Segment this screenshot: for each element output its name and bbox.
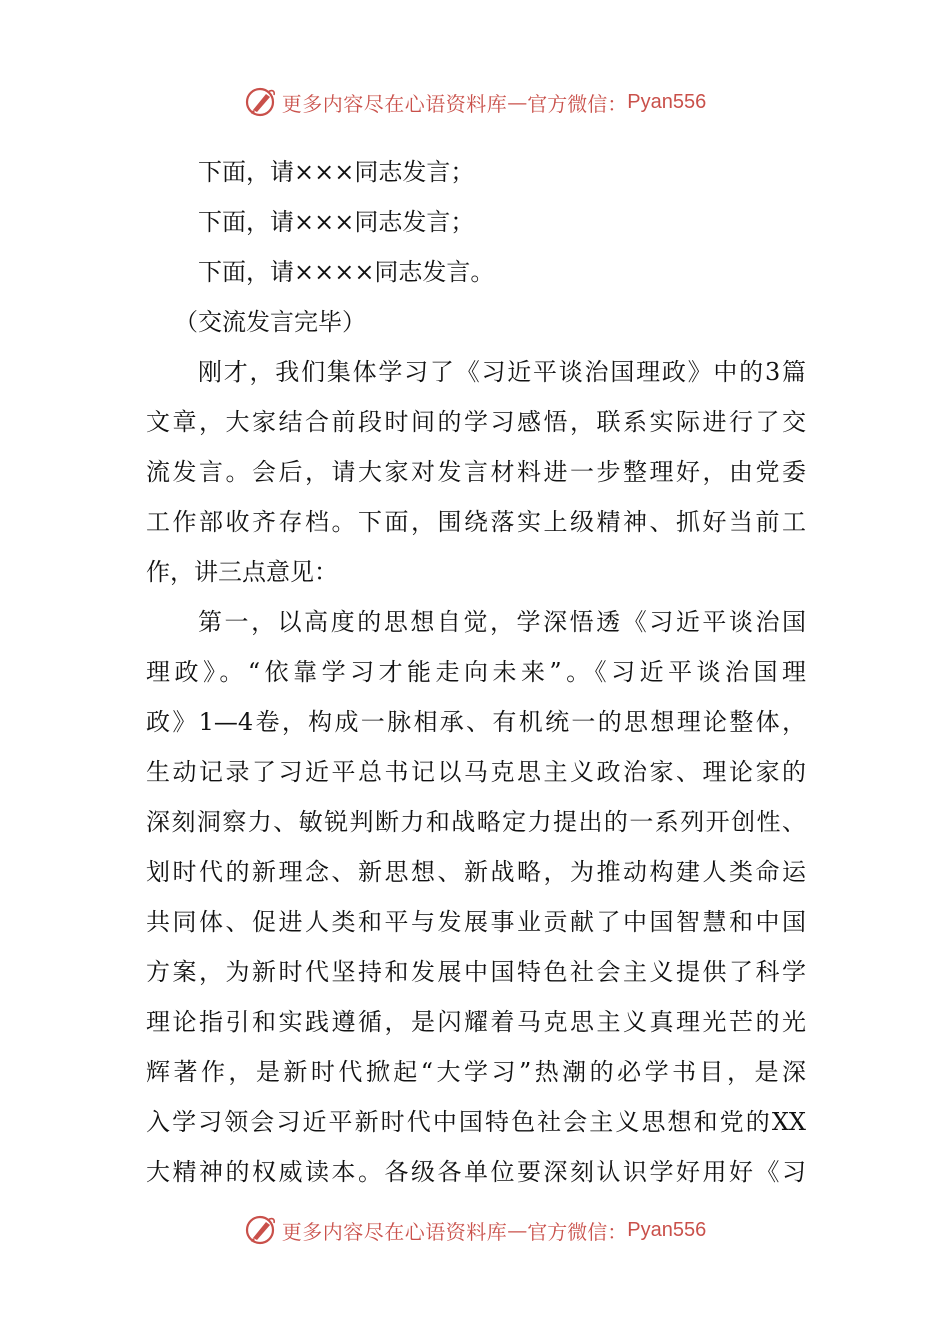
text-line: 生动记录了习近平总书记以马克思主义政治家、理论家的 xyxy=(146,758,806,786)
text-line: 共同体、促进人类和平与发展事业贡献了中国智慧和中国 xyxy=(146,908,806,936)
text-line: 入学习领会习近平新时代中国特色社会主义思想和党的XX xyxy=(146,1108,806,1136)
text-line: 大精神的权威读本。各级各单位要深刻认识学好用好《习 xyxy=(146,1158,806,1186)
document-body xyxy=(146,147,806,1197)
pen-nib-logo-icon xyxy=(244,1213,278,1247)
text-line: 工作部收齐存档。下面，围绕落实上级精神、抓好当前工 xyxy=(146,508,806,536)
text-line: 文章，大家结合前段时间的学习感悟，联系实际进行了交 xyxy=(146,408,806,436)
text-line: 下面，请×××同志发言； xyxy=(198,158,475,186)
text-line: 政》1—4卷，构成一脉相承、有机统一的思想理论整体， xyxy=(146,708,806,736)
text-line: 辉著作，是新时代掀起“大学习”热潮的必学书目，是深 xyxy=(146,1058,806,1086)
text-line: 刚才，我们集体学习了《习近平谈治国理政》中的3篇 xyxy=(198,358,806,386)
text-line: 流发言。会后，请大家对发言材料进一步整理好，由党委 xyxy=(146,458,806,486)
banner-contact-id: Pyan556 xyxy=(627,90,707,113)
text-line: 理政》。“依靠学习才能走向未来”。《习近平谈治国理 xyxy=(146,658,806,686)
text-line: 下面，请××××同志发言。 xyxy=(198,258,495,286)
banner-contact-id: Pyan556 xyxy=(627,1218,707,1241)
text-line: 方案，为新时代坚持和发展中国特色社会主义提供了科学 xyxy=(146,958,806,986)
banner-contact-label: 官方微信： xyxy=(527,91,628,116)
text-line: （交流发言完毕） xyxy=(174,308,366,336)
banner-separator: — xyxy=(507,90,528,114)
banner-contact-label: 官方微信： xyxy=(527,1219,628,1244)
header-banner xyxy=(0,82,950,122)
banner-title: 更多内容尽在心语资料库 xyxy=(281,1219,508,1244)
text-line: 作，讲三点意见： xyxy=(146,558,338,586)
text-line: 理论指引和实践遵循，是闪耀着马克思主义真理光芒的光 xyxy=(146,1008,806,1036)
footer-banner xyxy=(0,1210,950,1250)
pen-nib-logo-icon xyxy=(244,85,278,119)
text-line: 深刻洞察力、敏锐判断力和战略定力提出的一系列开创性、 xyxy=(146,808,806,836)
banner-separator: — xyxy=(507,1218,528,1242)
text-line: 第一，以高度的思想自觉，学深悟透《习近平谈治国 xyxy=(198,608,806,636)
banner-title: 更多内容尽在心语资料库 xyxy=(281,91,508,116)
text-line: 划时代的新理念、新思想、新战略，为推动构建人类命运 xyxy=(146,858,806,886)
text-line: 下面，请×××同志发言； xyxy=(198,208,475,236)
